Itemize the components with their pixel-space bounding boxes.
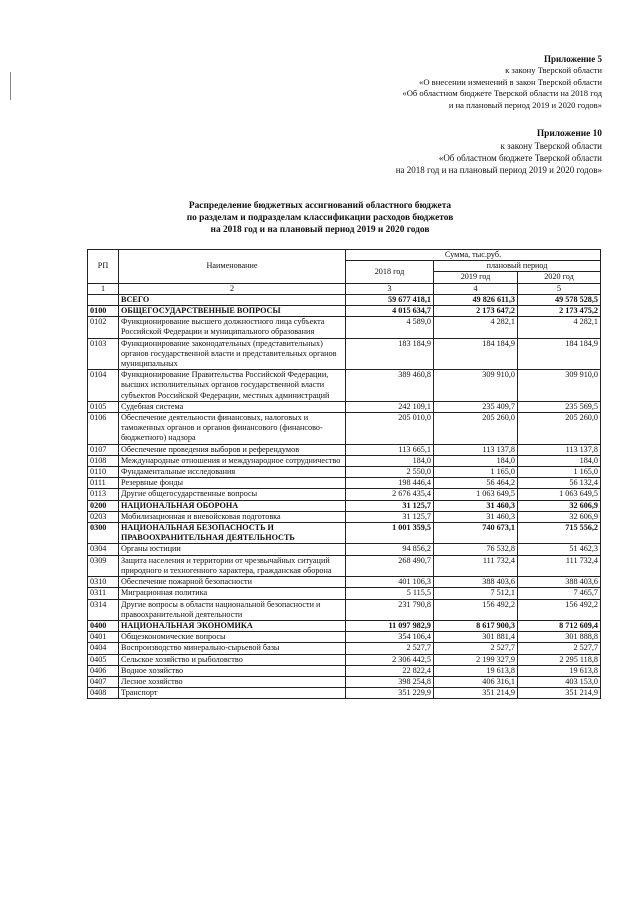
table-row — [88, 467, 601, 478]
row-code: 0314 — [88, 599, 119, 620]
row-code: 0100 — [88, 306, 119, 317]
row-value-2020: 19 613,8 — [518, 665, 601, 676]
row-value-2018: 4 589,0 — [346, 317, 434, 338]
row-code: 0105 — [88, 401, 119, 412]
row-name: НАЦИОНАЛЬНАЯ ОБОРОНА — [119, 500, 346, 511]
row-value-2019: 111 732,4 — [434, 555, 518, 576]
row-name: Сельское хозяйство и рыболовство — [119, 654, 346, 665]
row-value-2018: 184,0 — [346, 455, 434, 466]
row-value-2018: 4 015 634,7 — [346, 306, 434, 317]
row-value-2020: 49 578 528,5 — [518, 294, 601, 305]
row-value-2020: 7 465,7 — [518, 588, 601, 599]
row-value-2018: 5 115,5 — [346, 588, 434, 599]
row-name: Функционирование законодательных (представительных) органов государственной власти и представительных органов муниципальных — [119, 338, 346, 370]
row-value-2019: 113 137,8 — [434, 444, 518, 455]
table-row — [88, 338, 601, 370]
table-row — [88, 489, 601, 500]
row-name: Международные отношения и международное сотрудничество — [119, 455, 346, 466]
row-value-2018: 31 125,7 — [346, 511, 434, 522]
row-name: Другие вопросы в области национальной безопасности и правоохранительной деятельности — [119, 599, 346, 620]
row-value-2019: 4 282,1 — [434, 317, 518, 338]
column-index: 2 — [119, 283, 346, 294]
row-value-2020: 56 132,4 — [518, 478, 601, 489]
document-title-line: Распределение бюджетных ассигнований областного бюджета — [188, 201, 452, 211]
appendix-5-line: и на плановый период 2019 и 2020 годов» — [448, 99, 602, 110]
header-rp: РП — [88, 250, 119, 284]
table-row — [88, 523, 601, 544]
row-code: 0311 — [88, 588, 119, 599]
row-value-2019: 1 165,0 — [434, 467, 518, 478]
row-name: Резервные фонды — [119, 478, 346, 489]
table-row — [88, 588, 601, 599]
row-name: Транспорт — [119, 688, 346, 699]
row-value-2019: 235 409,7 — [434, 401, 518, 412]
row-code: 0108 — [88, 455, 119, 466]
header-sum: Сумма, тыс.руб. — [346, 250, 601, 261]
row-code: 0300 — [88, 523, 119, 544]
row-code: 0107 — [88, 444, 119, 455]
table-row — [88, 306, 601, 317]
row-value-2018: 401 106,3 — [346, 577, 434, 588]
appendix-5-header — [402, 54, 602, 111]
row-value-2018: 11 097 982,9 — [346, 620, 434, 631]
row-value-2018: 2 676 435,4 — [346, 489, 434, 500]
row-value-2019: 2 173 647,2 — [434, 306, 518, 317]
appendix-10-line: «Об областном бюджете Тверской области — [438, 153, 602, 163]
row-value-2019: 388 403,6 — [434, 577, 518, 588]
table-row — [88, 413, 601, 445]
row-name: Фундаментальные исследования — [119, 467, 346, 478]
row-code: 0104 — [88, 370, 119, 402]
row-value-2019: 31 460,3 — [434, 500, 518, 511]
table-row — [88, 455, 601, 466]
header-planned: плановый период — [434, 261, 601, 272]
row-name: Воспроизводство минерально-сырьевой базы — [119, 643, 346, 654]
table-row — [88, 444, 601, 455]
row-name: НАЦИОНАЛЬНАЯ БЕЗОПАСНОСТЬ И ПРАВООХРАНИТЕЛЬНАЯ ДЕЯТЕЛЬНОСТЬ — [119, 523, 346, 544]
row-value-2018: 113 665,1 — [346, 444, 434, 455]
row-value-2018: 183 184,9 — [346, 338, 434, 370]
table-row — [88, 632, 601, 643]
row-value-2018: 31 125,7 — [346, 500, 434, 511]
row-value-2018: 2 306 442,5 — [346, 654, 434, 665]
row-name: Общеэкономические вопросы — [119, 632, 346, 643]
row-value-2018: 59 677 418,1 — [346, 294, 434, 305]
row-value-2018: 398 254,8 — [346, 676, 434, 687]
table-row — [88, 555, 601, 576]
row-name: ОБЩЕГОСУДАРСТВЕННЫЕ ВОПРОСЫ — [119, 306, 346, 317]
row-value-2020: 2 173 475,2 — [518, 306, 601, 317]
row-code — [88, 294, 119, 305]
row-value-2019: 7 512,1 — [434, 588, 518, 599]
row-value-2018: 351 229,9 — [346, 688, 434, 699]
table-row — [88, 643, 601, 654]
budget-table — [87, 249, 601, 699]
row-name: Мобилизационная и вневойсковая подготовка — [119, 511, 346, 522]
header-2019: 2019 год — [434, 272, 518, 283]
row-value-2020: 1 165,0 — [518, 467, 601, 478]
row-value-2018: 198 446,4 — [346, 478, 434, 489]
row-value-2020: 235 569,5 — [518, 401, 601, 412]
row-name: Водное хозяйство — [119, 665, 346, 676]
row-value-2018: 2 550,0 — [346, 467, 434, 478]
appendix-10-header — [396, 128, 602, 176]
row-code: 0113 — [88, 489, 119, 500]
row-value-2020: 51 462,3 — [518, 544, 601, 555]
row-value-2019: 49 826 611,3 — [434, 294, 518, 305]
appendix-5-line: «Об областном бюджете Тверской области на 2018 год — [402, 88, 602, 99]
table-row — [88, 620, 601, 631]
row-value-2019: 406 316,1 — [434, 676, 518, 687]
appendix-5-line: «О внесении изменений в закон Тверской области — [419, 76, 602, 87]
column-index: 5 — [518, 283, 601, 294]
table-row — [88, 511, 601, 522]
row-code: 0106 — [88, 413, 119, 445]
header-2018: 2018 год — [346, 261, 434, 283]
table-row — [88, 654, 601, 665]
row-code: 0404 — [88, 643, 119, 654]
row-value-2019: 8 617 900,3 — [434, 620, 518, 631]
row-value-2020: 32 606,9 — [518, 511, 601, 522]
header-2020: 2020 год — [518, 272, 601, 283]
row-code: 0103 — [88, 338, 119, 370]
row-code: 0400 — [88, 620, 119, 631]
row-code: 0405 — [88, 654, 119, 665]
row-value-2020: 1 063 649,5 — [518, 489, 601, 500]
row-value-2020: 309 910,0 — [518, 370, 601, 402]
row-value-2019: 76 532,8 — [434, 544, 518, 555]
row-name: Функционирование Правительства Российской Федерации, высших исполнительных органов государственной власти субъектов Российской Федерации, местных администраций — [119, 370, 346, 402]
row-code: 0200 — [88, 500, 119, 511]
row-value-2019: 205 260,0 — [434, 413, 518, 445]
row-value-2020: 301 888,8 — [518, 632, 601, 643]
row-code: 0304 — [88, 544, 119, 555]
row-name: Обеспечение деятельности финансовых, налоговых и таможенных органов и органов финансового (финансово-бюджетного) надзора — [119, 413, 346, 445]
appendix-10-line: на 2018 год и на плановый период 2019 и 2020 годов» — [395, 165, 602, 175]
row-name: Судебная система — [119, 401, 346, 412]
column-index: 4 — [434, 283, 518, 294]
row-name: Миграционная политика — [119, 588, 346, 599]
row-name: Защита населения и территории от чрезвычайных ситуаций природного и техногенного характера, гражданская оборона — [119, 555, 346, 576]
table-row — [88, 401, 601, 412]
appendix-10-line: к закону Тверской области — [500, 141, 602, 151]
row-code: 0309 — [88, 555, 119, 576]
row-value-2019: 156 492,2 — [434, 599, 518, 620]
row-name: Лесное хозяйство — [119, 676, 346, 687]
row-name: НАЦИОНАЛЬНАЯ ЭКОНОМИКА — [119, 620, 346, 631]
table-row — [88, 688, 601, 699]
document-title — [110, 201, 530, 236]
table-row — [88, 577, 601, 588]
column-index: 1 — [88, 283, 119, 294]
row-value-2019: 184 184,9 — [434, 338, 518, 370]
row-value-2019: 56 464,2 — [434, 478, 518, 489]
row-code: 0406 — [88, 665, 119, 676]
row-value-2020: 2 295 118,8 — [518, 654, 601, 665]
row-value-2019: 2 199 327,9 — [434, 654, 518, 665]
row-value-2018: 94 856,2 — [346, 544, 434, 555]
row-code: 0102 — [88, 317, 119, 338]
appendix-10-title: Приложение 10 — [536, 129, 602, 139]
row-name: Органы юстиции — [119, 544, 346, 555]
row-value-2018: 22 822,4 — [346, 665, 434, 676]
row-value-2020: 156 492,2 — [518, 599, 601, 620]
document-title-line: по разделам и подразделам классификации расходов бюджетов — [186, 212, 454, 223]
header-name: Наименование — [119, 250, 346, 284]
table-row — [88, 478, 601, 489]
table-row — [88, 294, 601, 305]
row-value-2019: 184,0 — [434, 455, 518, 466]
row-name: Обеспечение пожарной безопасности — [119, 577, 346, 588]
row-value-2020: 388 403,6 — [518, 577, 601, 588]
row-value-2020: 111 732,4 — [518, 555, 601, 576]
row-value-2018: 354 106,4 — [346, 632, 434, 643]
table-row — [88, 665, 601, 676]
row-name: ВСЕГО — [119, 294, 346, 305]
row-code: 0408 — [88, 688, 119, 699]
row-value-2019: 31 460,3 — [434, 511, 518, 522]
row-value-2019: 351 214,9 — [434, 688, 518, 699]
row-value-2020: 205 260,0 — [518, 413, 601, 445]
appendix-5-line: к закону Тверской области — [505, 65, 602, 76]
row-value-2018: 2 527,7 — [346, 643, 434, 654]
row-value-2018: 389 460,8 — [346, 370, 434, 402]
row-value-2020: 4 282,1 — [518, 317, 601, 338]
table-body — [88, 294, 601, 699]
table-row — [88, 500, 601, 511]
row-value-2020: 184,0 — [518, 455, 601, 466]
row-code: 0407 — [88, 676, 119, 687]
row-value-2019: 309 910,0 — [434, 370, 518, 402]
row-value-2018: 1 001 359,5 — [346, 523, 434, 544]
scan-artifact — [10, 72, 11, 100]
row-value-2019: 1 063 649,5 — [434, 489, 518, 500]
row-value-2020: 403 153,0 — [518, 676, 601, 687]
table-row — [88, 370, 601, 402]
row-name: Другие общегосударственные вопросы — [119, 489, 346, 500]
table-row — [88, 317, 601, 338]
row-value-2019: 740 673,1 — [434, 523, 518, 544]
row-value-2020: 351 214,9 — [518, 688, 601, 699]
row-code: 0203 — [88, 511, 119, 522]
row-value-2020: 8 712 609,4 — [518, 620, 601, 631]
row-value-2020: 2 527,7 — [518, 643, 601, 654]
row-value-2018: 268 490,7 — [346, 555, 434, 576]
row-value-2020: 32 606,9 — [518, 500, 601, 511]
row-value-2018: 231 790,8 — [346, 599, 434, 620]
appendix-5-title: Приложение 5 — [543, 54, 602, 64]
document-title-line: на 2018 год и на плановый период 2019 и 2020 годов — [210, 224, 430, 235]
row-value-2020: 113 137,8 — [518, 444, 601, 455]
row-value-2019: 19 613,8 — [434, 665, 518, 676]
row-value-2019: 2 527,7 — [434, 643, 518, 654]
row-value-2020: 715 556,2 — [518, 523, 601, 544]
row-value-2018: 205 010,0 — [346, 413, 434, 445]
row-name: Функционирование высшего должностного лица субъекта Российской Федерации и муниципального образования — [119, 317, 346, 338]
table-row — [88, 676, 601, 687]
row-value-2019: 301 881,4 — [434, 632, 518, 643]
row-code: 0401 — [88, 632, 119, 643]
table-row — [88, 599, 601, 620]
row-code: 0111 — [88, 478, 119, 489]
column-index-row — [88, 283, 601, 294]
row-name: Обеспечение проведения выборов и референдумов — [119, 444, 346, 455]
table-row — [88, 544, 601, 555]
row-value-2018: 242 109,1 — [346, 401, 434, 412]
row-code: 0110 — [88, 467, 119, 478]
column-index: 3 — [346, 283, 434, 294]
row-code: 0310 — [88, 577, 119, 588]
row-value-2020: 184 184,9 — [518, 338, 601, 370]
